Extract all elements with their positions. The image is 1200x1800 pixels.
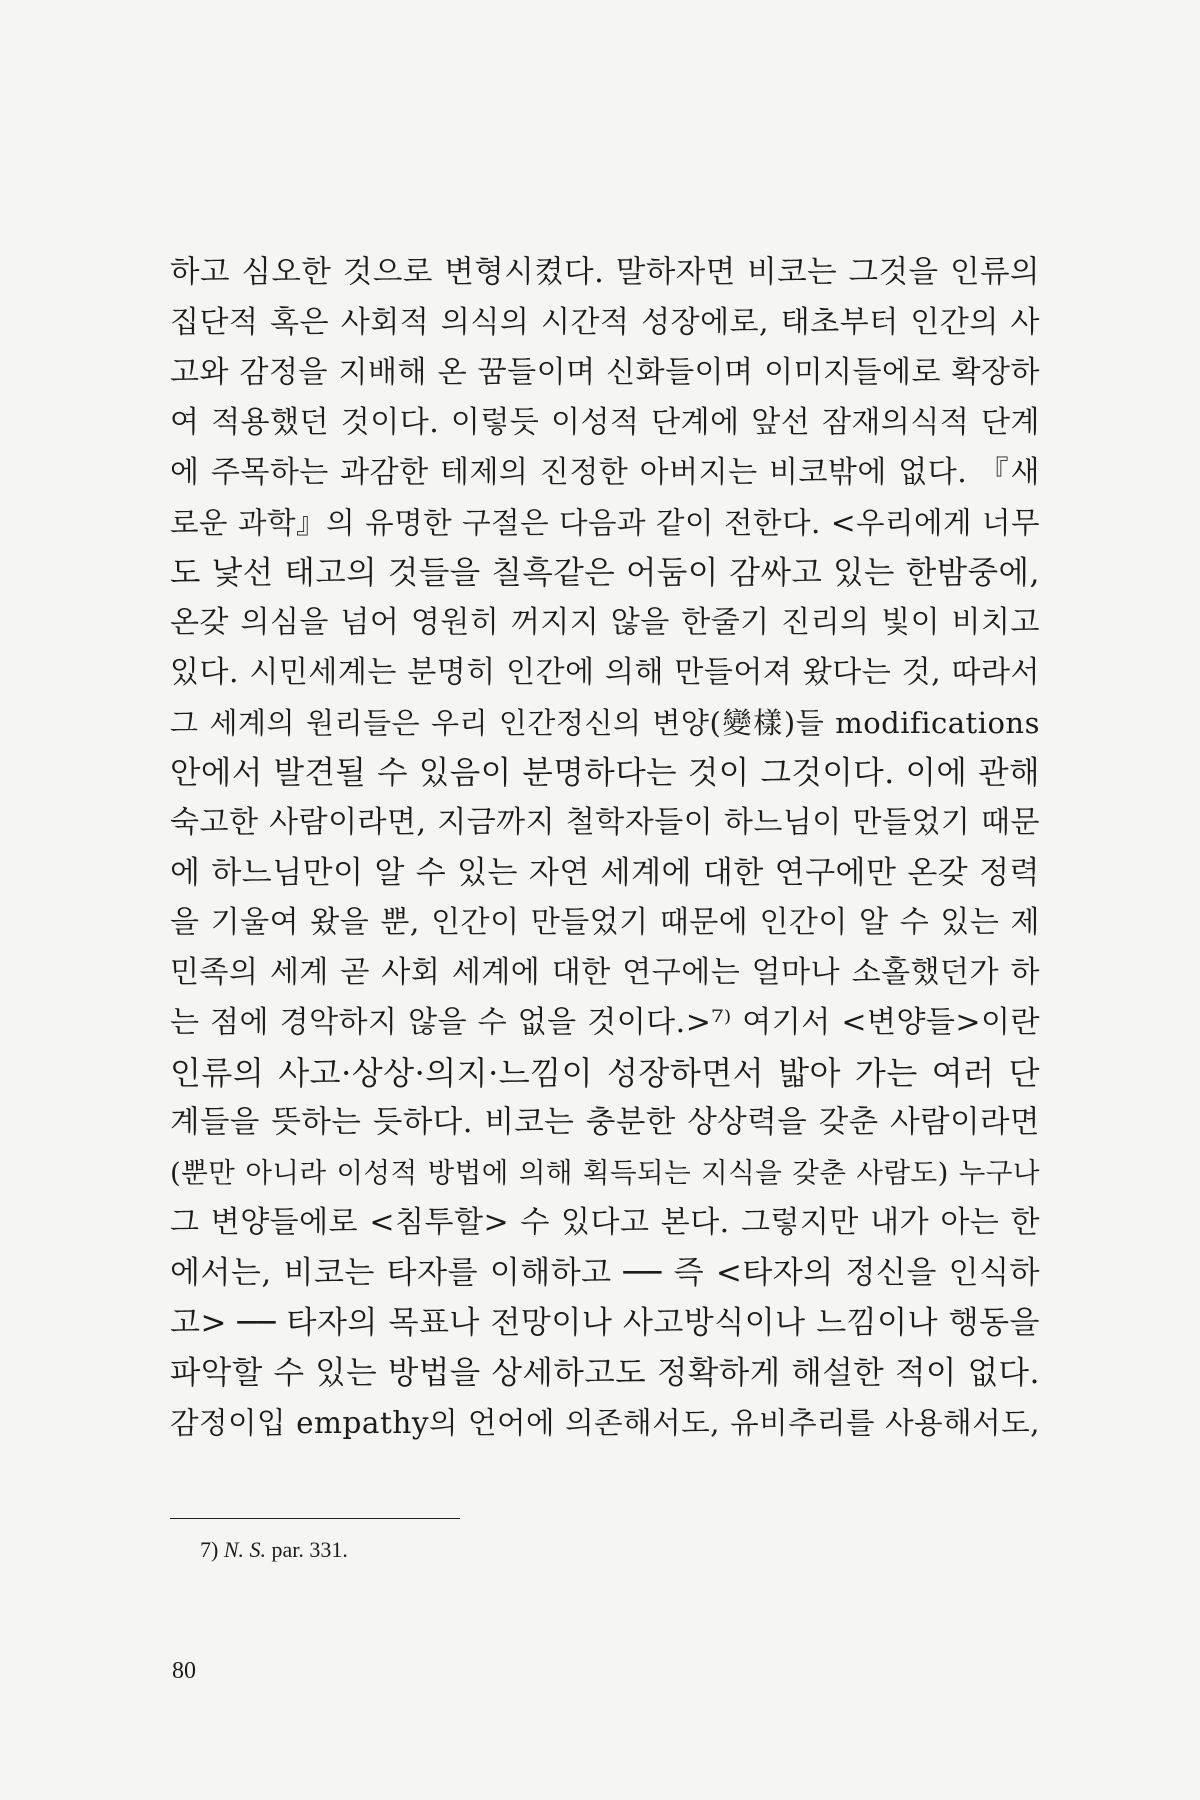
text-line: 계들을 뜻하는 듯하다. 비코는 충분한 상상력을 갖춘 사람이라면 [170,1105,1040,1140]
text-line: 는 점에 경악하지 않을 수 없을 것이다.>⁷⁾ 여기서 <변양들>이란 [170,1005,1040,1040]
text-line: 에서는, 비코는 타자를 이해하고 ── 즉 <타자의 정신을 인식하 [170,1255,1040,1291]
text-line: (뿐만 아니라 이성적 방법에 의해 획득되는 지식을 갖춘 사람도) 누구나 [170,1157,1040,1189]
text-line: 을 기울여 왔을 뿐, 인간이 만들었기 때문에 인간이 알 수 있는 제 [170,905,1040,940]
text-line: 숙고한 사람이라면, 지금까지 철학자들이 하느님이 만들었기 때문 [170,805,1040,840]
text-line: 민족의 세계 곧 사회 세계에 대한 연구에는 얼마나 소홀했던가 하 [170,955,1040,990]
body-text [170,248,1040,1448]
footnote-reference: par. 331. [271,1537,348,1562]
text-line: 그 세계의 원리들은 우리 인간정신의 변양(變樣)들 modifications [170,706,1040,740]
footnote-number: 7) [200,1537,219,1562]
text-line: 에 주목하는 과감한 테제의 진정한 아버지는 비코밖에 없다. 『새 [170,455,1040,490]
text-line: 여 적용했던 것이다. 이렇듯 이성적 단계에 앞선 잠재의식적 단계 [170,405,1040,440]
text-line: 도 낯선 태고의 것들을 칠흑같은 어둠이 감싸고 있는 한밤중에, [170,555,1040,591]
footnote-rule [170,1518,460,1519]
footnote [200,1535,348,1565]
text-line: 있다. 시민세계는 분명히 인간에 의해 만들어져 왔다는 것, 따라서 [170,655,1040,690]
text-line: 온갖 의심을 넘어 영원히 꺼지지 않을 한줄기 진리의 빛이 비치고 [170,605,1040,640]
text-line: 로운 과학』의 유명한 구절은 다음과 같이 전한다. <우리에게 너무 [170,506,1040,540]
page-number: 80 [172,1658,196,1684]
text-line: 그 변양들에로 <침투할> 수 있다고 본다. 그렇지만 내가 아는 한 [170,1205,1040,1240]
text-line: 감정이입 empathy의 언어에 의존해서도, 유비추리를 사용해서도, [170,1406,1040,1440]
text-line: 안에서 발견될 수 있음이 분명하다는 것이 그것이다. 이에 관해 [170,755,1040,791]
text-line: 집단적 혹은 사회적 의식의 시간적 성장에로, 태초부터 인간의 사 [170,305,1040,340]
text-line: 고> ── 타자의 목표나 전망이나 사고방식이나 느낌이나 행동을 [170,1305,1040,1341]
text-line: 파악할 수 있는 방법을 상세하고도 정확하게 해설한 적이 없다. [170,1355,1040,1391]
text-line: 에 하느님만이 알 수 있는 자연 세계에 대한 연구에만 온갖 정력 [170,855,1040,891]
text-line: 인류의 사고·상상·의지·느낌이 성장하면서 밟아 가는 여러 단 [170,1054,1040,1092]
text-line: 고와 감정을 지배해 온 꿈들이며 신화들이며 이미지들에로 확장하 [170,355,1040,390]
footnote-source: N. S. [223,1537,267,1562]
text-line: 하고 심오한 것으로 변형시켰다. 말하자면 비코는 그것을 인류의 [170,255,1040,290]
